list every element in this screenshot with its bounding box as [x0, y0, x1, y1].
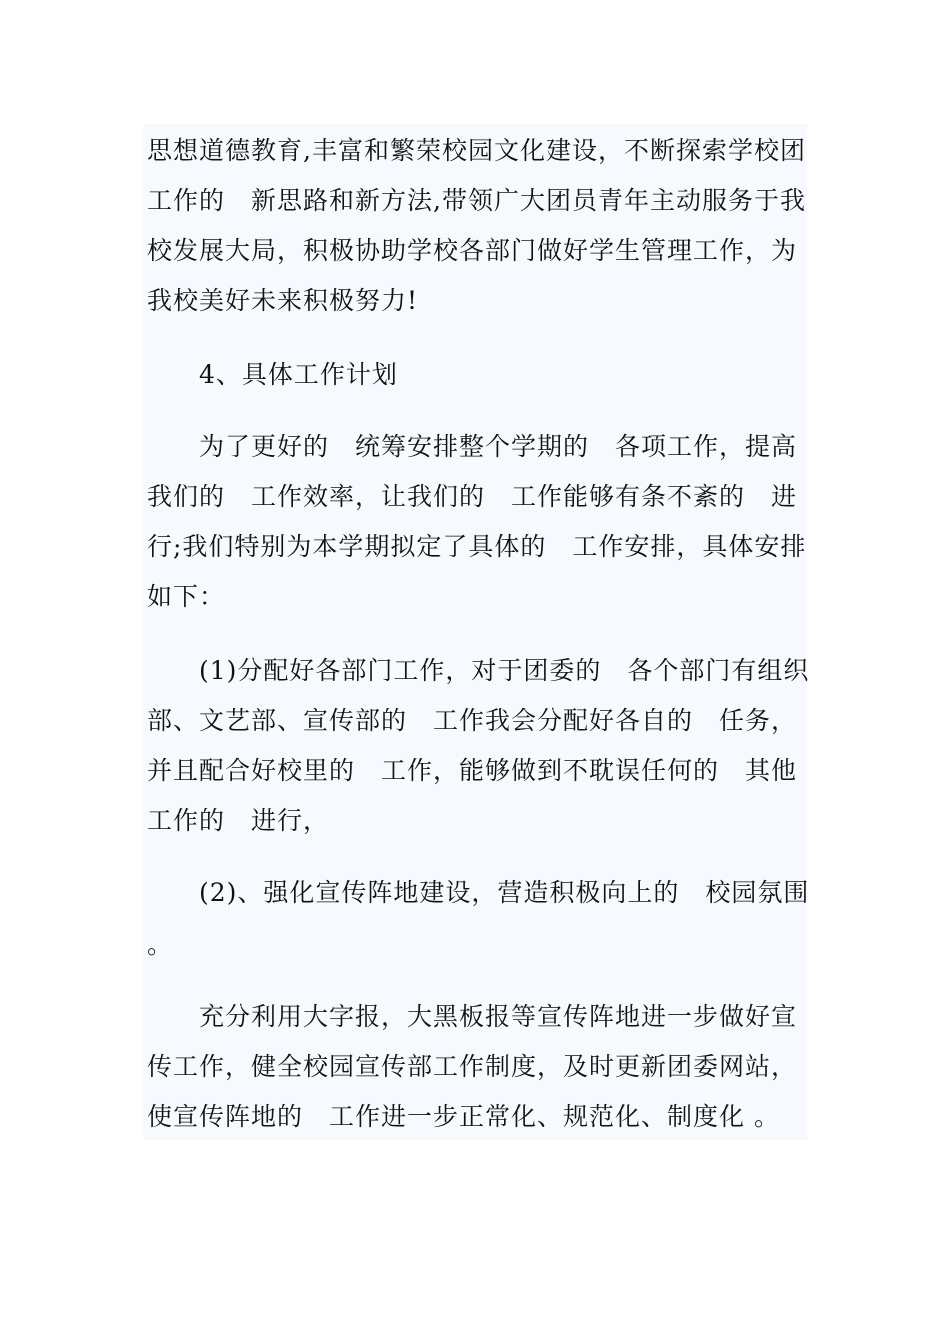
text-line: 。: [147, 930, 174, 959]
document-text-block: [143, 124, 810, 1140]
text-line: 并且配合好校里的 工作，能够做到不耽误任何的 其他: [147, 756, 798, 785]
text-line: 使宣传阵地的 工作进一步正常化、规范化、制度化 。: [147, 1102, 780, 1131]
text-line: (2)、强化宣传阵地建设，营造积极向上的 校园氛围: [147, 878, 810, 907]
text-line: 我校美好未来积极努力!: [147, 286, 419, 315]
text-line: (1)分配好各部门工作，对于团委的 各个部门有组织: [147, 656, 810, 685]
text-line: 部、文艺部、宣传部的 工作我会分配好各自的 任务，: [147, 706, 798, 735]
text-line: 传工作，健全校园宣传部工作制度，及时更新团委网站，: [147, 1052, 798, 1081]
text-line: 工作的 进行，: [147, 806, 330, 835]
text-line: 如下：: [147, 582, 226, 611]
text-line: 行;我们特别为本学期拟定了具体的 工作安排，具体安排: [147, 532, 807, 561]
text-line: 思想道德教育,丰富和繁荣校园文化建设，不断探索学校团: [147, 136, 806, 165]
text-line: 校发展大局，积极协助学校各部门做好学生管理工作，为: [147, 236, 798, 265]
text-line: 工作的 新思路和新方法,带领广大团员青年主动服务于我: [147, 186, 806, 215]
section-heading: 4、具体工作计划: [147, 360, 398, 389]
text-line: 我们的 工作效率，让我们的 工作能够有条不紊的 进: [147, 482, 798, 511]
text-line: 为了更好的 统筹安排整个学期的 各项工作，提高: [147, 432, 798, 461]
text-line: 充分利用大字报，大黑板报等宣传阵地进一步做好宣: [147, 1002, 798, 1031]
